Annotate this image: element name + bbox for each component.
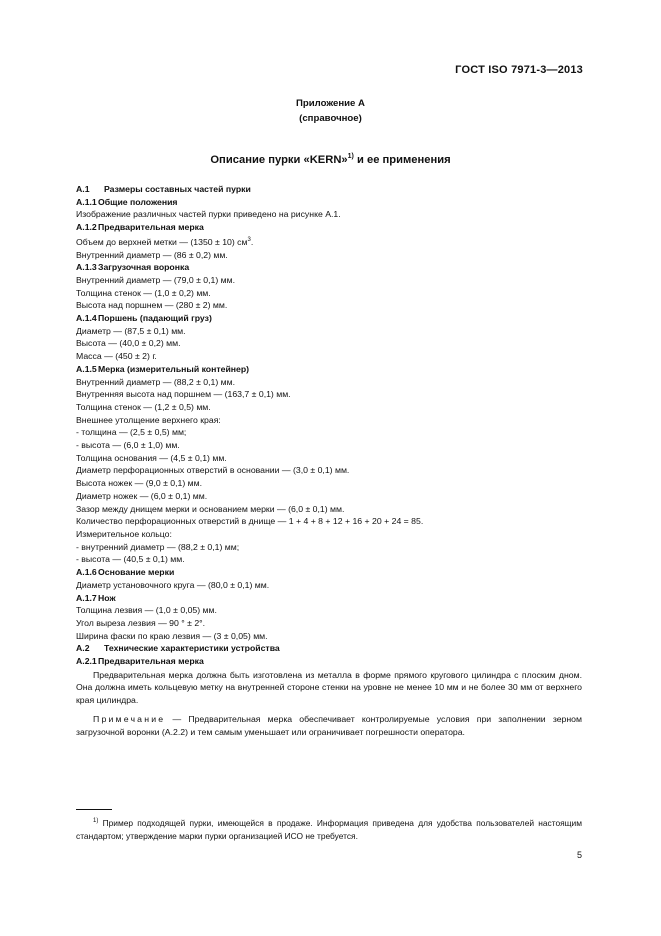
section-number: А.1.6 (76, 567, 97, 578)
text-line (76, 477, 582, 490)
line-text: Угол выреза лезвия — 90 ° ± 2°. (76, 617, 206, 628)
line-text: Масса — (450 ± 2) г. (76, 351, 157, 362)
title-tail: и ее применения (353, 154, 451, 166)
line-text: Диаметр — (87,5 ± 0,1) мм. (76, 325, 186, 336)
line-text: Внутренний диаметр — (79,0 ± 0,1) мм. (76, 274, 236, 285)
line-text: Высота — (40,0 ± 0,2) мм. (76, 338, 181, 349)
body-text (76, 183, 582, 738)
section-heading (76, 183, 582, 196)
line-text: Диаметр перфорационных отверстий в основании — (3,0 ± 0,1) мм. (76, 465, 350, 476)
line-text: Внутренний диаметр — (88,2 ± 0,1) мм. (76, 376, 236, 387)
text-line (76, 401, 582, 414)
line-text: Внутренний диаметр — (86 ± 0,2) мм. (76, 249, 228, 260)
line-text: - внутренний диаметр — (88,2 ± 0,1) мм; (76, 541, 240, 552)
annex-title: Приложение А (296, 98, 365, 109)
line-text: Объем до верхней метки — (1350 ± 10) см (76, 236, 248, 247)
section-heading (76, 312, 582, 325)
section-number: А.1.7 (76, 592, 97, 603)
text-line (76, 350, 582, 363)
footnote-mark: 1) (93, 818, 99, 824)
section-title: Предварительная мерка (98, 222, 204, 233)
text-line (76, 528, 582, 541)
line-text: Толщина лезвия — (1,0 ± 0,05) мм. (76, 605, 217, 616)
line-text: Толщина стенок — (1,2 ± 0,5) мм. (76, 401, 211, 412)
document-code: ГОСТ ISO 7971-3—2013 (455, 64, 583, 76)
section-heading (76, 221, 582, 234)
text-line (76, 234, 582, 249)
text-line (76, 287, 582, 300)
section-title: Предварительная мерка (98, 656, 204, 667)
note-label: Примечание (93, 713, 166, 724)
line-text: Толщина основания — (4,5 ± 0,1) мм. (76, 452, 227, 463)
note (76, 713, 582, 738)
line-text: - толщина — (2,5 ± 0,5) мм; (76, 427, 187, 438)
text-line (76, 376, 582, 389)
text-line (76, 439, 582, 452)
title-main: Описание пурки «KERN» (210, 154, 348, 166)
line-text: Измерительное кольцо: (76, 528, 172, 539)
line-text: Зазор между днищем мерки и основанием мерки — (6,0 ± 0,1) мм. (76, 503, 345, 514)
footnote (76, 815, 582, 842)
section-number: А.2.1 (76, 656, 97, 667)
line-text: Изображение различных частей пурки приведено на рисунке А.1. (76, 209, 341, 220)
text-line (76, 426, 582, 439)
line-text: - высота — (6,0 ± 1,0) мм. (76, 440, 180, 451)
section-title: Основание мерки (98, 567, 175, 578)
text-line (76, 579, 582, 592)
text-line (76, 541, 582, 554)
line-text: Количество перфорационных отверстий в днище — 1 + 4 + 8 + 12 + 16 + 20 + 24 = 85. (76, 516, 424, 527)
text-line (76, 249, 582, 262)
line-text: Ширина фаски по краю лезвия — (3 ± 0,05) мм. (76, 630, 268, 641)
line-text: - высота — (40,5 ± 0,1) мм. (76, 554, 185, 565)
section-heading (76, 261, 582, 274)
text-line (76, 299, 582, 312)
section-number: А.1.2 (76, 222, 97, 233)
section-title: Общие положения (98, 196, 178, 207)
section-title: Технические характеристики устройства (104, 643, 280, 654)
superscript: 3 (247, 236, 251, 243)
section-number: А.1 (76, 184, 90, 194)
text-line (76, 617, 582, 630)
line-text: Диаметр ножек — (6,0 ± 0,1) мм. (76, 490, 208, 501)
section-title: Размеры составных частей пурки (104, 184, 251, 194)
text-line (76, 208, 582, 221)
note-text: — Предварительная мерка обеспечивает контролируемые условия при заполнении зерном загрузочной воронки (А.2.2) и тем самым уменьшает или ограничивает погрешности оператора. (76, 713, 582, 737)
section-heading (76, 196, 582, 209)
text-line (76, 604, 582, 617)
text-line (76, 464, 582, 477)
page-title (0, 153, 661, 166)
annex-heading (0, 96, 661, 126)
section-title: Загрузочная воронка (98, 262, 190, 273)
text-line (76, 452, 582, 465)
line-text: Внешнее утолщение верхнего края: (76, 414, 221, 425)
section-title: Поршень (падающий груз) (98, 313, 212, 324)
section-number: А.1.1 (76, 196, 97, 207)
title-footnote-mark: 1) (347, 153, 354, 160)
section-number: А.1.5 (76, 363, 97, 374)
line-text: Толщина стенок — (1,0 ± 0,2) мм. (76, 287, 211, 298)
section-heading (76, 566, 582, 579)
page-number: 5 (576, 850, 582, 860)
section-heading (76, 655, 582, 668)
line-text: Высота над поршнем — (280 ± 2) мм. (76, 300, 228, 311)
text-line (76, 490, 582, 503)
text-line (76, 274, 582, 287)
annex-subtitle: (справочное) (299, 113, 362, 124)
spacer (76, 707, 582, 712)
section-number: А.1.4 (76, 313, 97, 324)
text-line (76, 630, 582, 643)
footnote-text: Пример подходящей пурки, имеющейся в продаже. Информация приведена для удобства пользователей настоящим стандартом; утверждение марки пурки организацией ИСО не требуется. (76, 818, 582, 841)
line-text: Внутренняя высота над поршнем — (163,7 ± 0,1) мм. (76, 389, 291, 400)
text-line (76, 553, 582, 566)
text-line (76, 515, 582, 528)
section-number: А.2 (76, 643, 90, 654)
section-number: А.1.3 (76, 262, 97, 273)
section-heading (76, 363, 582, 376)
line-text: Диаметр установочного круга — (80,0 ± 0,1) мм. (76, 579, 270, 590)
section-title: Нож (98, 592, 116, 603)
line-text: Высота ножек — (9,0 ± 0,1) мм. (76, 478, 203, 489)
text-line (76, 388, 582, 401)
text-line (76, 414, 582, 427)
text-line (76, 503, 582, 516)
line-text-suffix: . (250, 236, 254, 247)
section-title: Мерка (измерительный контейнер) (98, 363, 250, 374)
section-heading (76, 592, 582, 605)
section-heading (76, 642, 582, 655)
text-line (76, 325, 582, 338)
text-line (76, 337, 582, 350)
paragraph: Предварительная мерка должна быть изготовлена из металла в форме прямого кругового цилиндра с плоским дном. Она должна иметь кольцевую метку на внутренней стороне стенки на уровне не менее 10 мм и не более 30 мм от верхнего края цилиндра. (76, 669, 582, 706)
footnote-rule (76, 809, 112, 810)
